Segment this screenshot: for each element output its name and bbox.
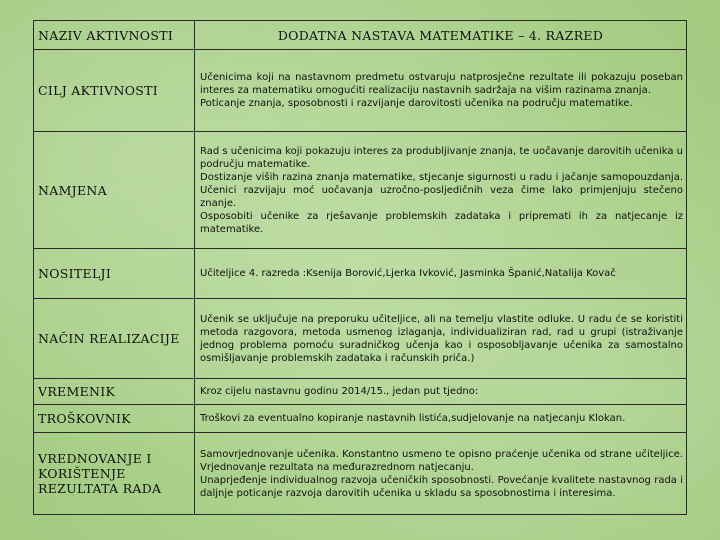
- activity-title: DODATNA NASTAVA MATEMATIKE – 4. RAZRED: [195, 21, 687, 50]
- row-value: [195, 379, 687, 405]
- row-label: TROŠKOVNIK: [34, 405, 195, 433]
- row-label: VREDNOVANJE I KORIŠTENJE REZULTATA RADA: [34, 433, 195, 515]
- row-value: [195, 433, 687, 515]
- paragraph: Osposobiti učenike za rješavanje problemskih zadataka i pripremati ih za natjecanje iz matematike.: [200, 210, 683, 235]
- paragraph: Učenik se uključuje na preporuku učiteljice, ali na temelju vlastite odluke. U radu će se koristiti metoda razgovora, metoda usmenog izlaganja, individualiziran rad, rad u grupi (istraživanje jednog problema pomoću suradničkog učenja kao i osposobljavanje učenika za samostalno osmišljavanje problemskih zadataka i računskih priča.): [200, 313, 683, 364]
- row-label: CILJ AKTIVNOSTI: [34, 50, 195, 132]
- table-row: [34, 249, 687, 299]
- table-row: [34, 132, 687, 249]
- activity-table: [33, 20, 687, 515]
- row-value: [195, 405, 687, 433]
- table-row: [34, 379, 687, 405]
- row-label: NAČIN REALIZACIJE: [34, 299, 195, 379]
- header-label: NAZIV AKTIVNOSTI: [34, 21, 195, 50]
- table-row: [34, 50, 687, 132]
- paragraph: Kroz cijelu nastavnu godinu 2014/15., jedan put tjedno:: [200, 386, 479, 397]
- paragraph: Učiteljice 4. razreda :Ksenija Borović,Ljerka Ivković, Jasminka Španić,Natalija Kovač: [200, 268, 616, 279]
- table-row: [34, 405, 687, 433]
- paragraph: Dostizanje viših razina znanja matematike, stjecanje sigurnosti u radu i jačanje samopouzdanja. Učenici razvijaju moć uočavanja uzročno-posljedičnih veza čime lako primjenjuju stečeno znanje.: [200, 171, 683, 209]
- row-value: [195, 299, 687, 379]
- paragraph: Poticanje znanja, sposobnosti i razvijanje darovitosti učenika na području matematike.: [200, 98, 633, 109]
- row-label: NOSITELJI: [34, 249, 195, 299]
- table-row: [34, 433, 687, 515]
- paragraph: Samovrjednovanje učenika. Konstantno usmeno te opisno praćenje učenika od strane učiteljice. Vrjednovanje rezultata na međurazrednom natjecanju.: [200, 448, 683, 473]
- row-label: VREMENIK: [34, 379, 195, 405]
- paragraph: Učenicima koji na nastavnom predmetu ostvaruju natprosječne rezultate ili pokazuju poseban interes za matematiku omogućiti realizaciju nastavnih sadržaja na višim razinama znanja.: [200, 72, 683, 96]
- paragraph: Unaprjeđenje individualnog razvoja učeničkih sposobnosti. Povećanje kvalitete nastavnog rada i daljnje poticanje razvoja darovitih učenika u skladu sa sposobnostima i interesima.: [200, 474, 683, 499]
- paragraph: Troškovi za eventualno kopiranje nastavnih listića,sudjelovanje na natjecanju Klokan.: [200, 413, 626, 424]
- row-label: NAMJENA: [34, 132, 195, 249]
- row-value: [195, 50, 687, 132]
- table-row: [34, 299, 687, 379]
- paragraph: Rad s učenicima koji pokazuju interes za produbljivanje znanja, te uočavanje darovitih učenika u području matematike.: [200, 145, 683, 170]
- row-value: [195, 132, 687, 249]
- header-row: [34, 21, 687, 50]
- row-value: [195, 249, 687, 299]
